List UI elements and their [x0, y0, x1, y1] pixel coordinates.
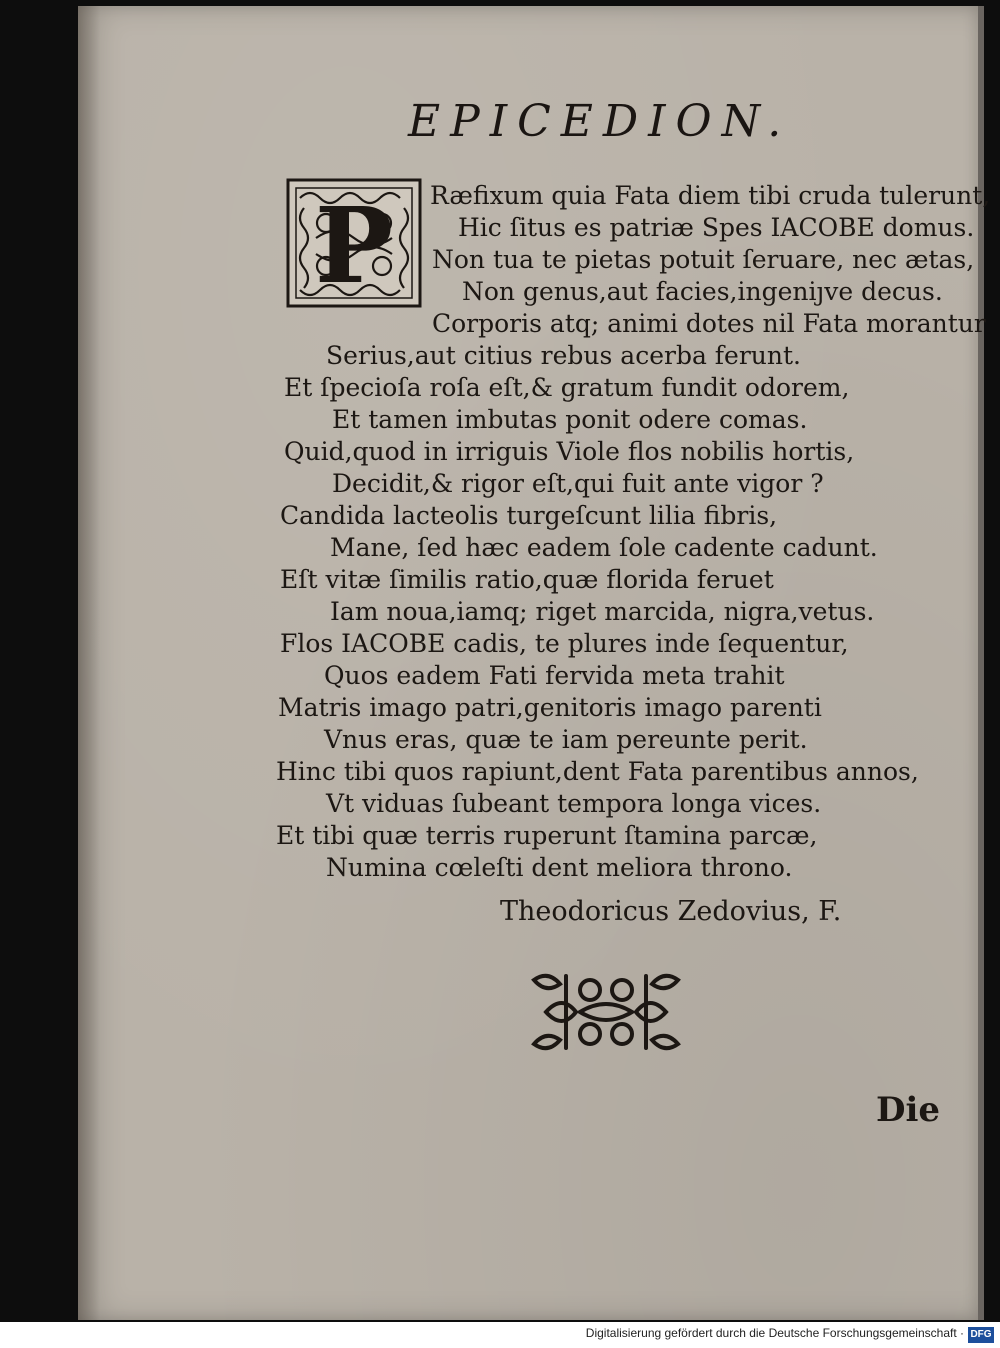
poem-line: Corporis atq; animi dotes nil Fata morantur: [432, 309, 986, 338]
poem-line: Numina cœleſti dent meliora throno.: [326, 853, 793, 882]
decorated-initial-icon: [286, 178, 422, 308]
poem-line: Eſt vitæ ſimilis ratio,quæ florida feruet: [280, 565, 774, 594]
poem-line: Ræfixum quia Fata diem tibi cruda tulerunt,: [430, 181, 991, 210]
poem-line: Hic ſitus es patriæ Spes IACOBE domus.: [458, 213, 975, 242]
poem-line: Flos IACOBE cadis, te plures inde ſequentur,: [280, 629, 849, 658]
poem-line: Quid,quod in irriguis Viole flos nobilis hortis,: [284, 437, 855, 466]
poem-line: Non tua te pietas potuit ſeruare, nec ætas,: [432, 245, 975, 274]
spine-shadow: [78, 6, 100, 1320]
poem-line: Hinc tibi quos rapiunt,dent Fata parentibus annos,: [276, 757, 919, 786]
footer-credit: Digitalisierung gefördert durch die Deutsche Forschungsgemeinschaft ·: [585, 1326, 964, 1340]
dfg-logo-icon[interactable]: DFG: [968, 1327, 994, 1343]
poem-line: Vnus eras, quæ te iam pereunte perit.: [324, 725, 808, 754]
poem-line: Et tibi quæ terris ruperunt ſtamina parcæ,: [276, 821, 818, 850]
poem-line: Et tamen imbutas ponit odere comas.: [332, 405, 808, 434]
printers-ornament-icon: [526, 968, 686, 1056]
poem-line: Et ſpecioſa roſa eſt,& gratum fundit odorem,: [284, 373, 850, 402]
author-signature: Theodoricus Zedovius, F.: [500, 896, 842, 927]
poem-line: Matris imago patri,genitoris imago parenti: [278, 693, 822, 722]
poem-line: Iam noua,iamq; riget marcida, nigra,vetus.: [330, 597, 875, 626]
drop-cap-letter: P: [314, 184, 394, 307]
poem-line: Mane, ſed hæc eadem ſole cadente cadunt.: [330, 533, 878, 562]
catchword: Die: [876, 1090, 941, 1130]
page-heading: EPICEDION.: [408, 96, 792, 147]
poem-line: Quos eadem Fati fervida meta trahit: [324, 661, 785, 690]
poem-line: Non genus,aut facies,ingeniȷve decus.: [462, 277, 943, 306]
poem-line: Candida lacteolis turgeſcunt lilia fibris,: [280, 501, 778, 530]
poem-line: Serius,aut citius rebus acerba ferunt.: [326, 341, 801, 370]
poem-line: Vt viduas ſubeant tempora longa vices.: [326, 789, 822, 818]
poem-line: Decidit,& rigor eſt,qui fuit ante vigor ?: [332, 469, 824, 498]
